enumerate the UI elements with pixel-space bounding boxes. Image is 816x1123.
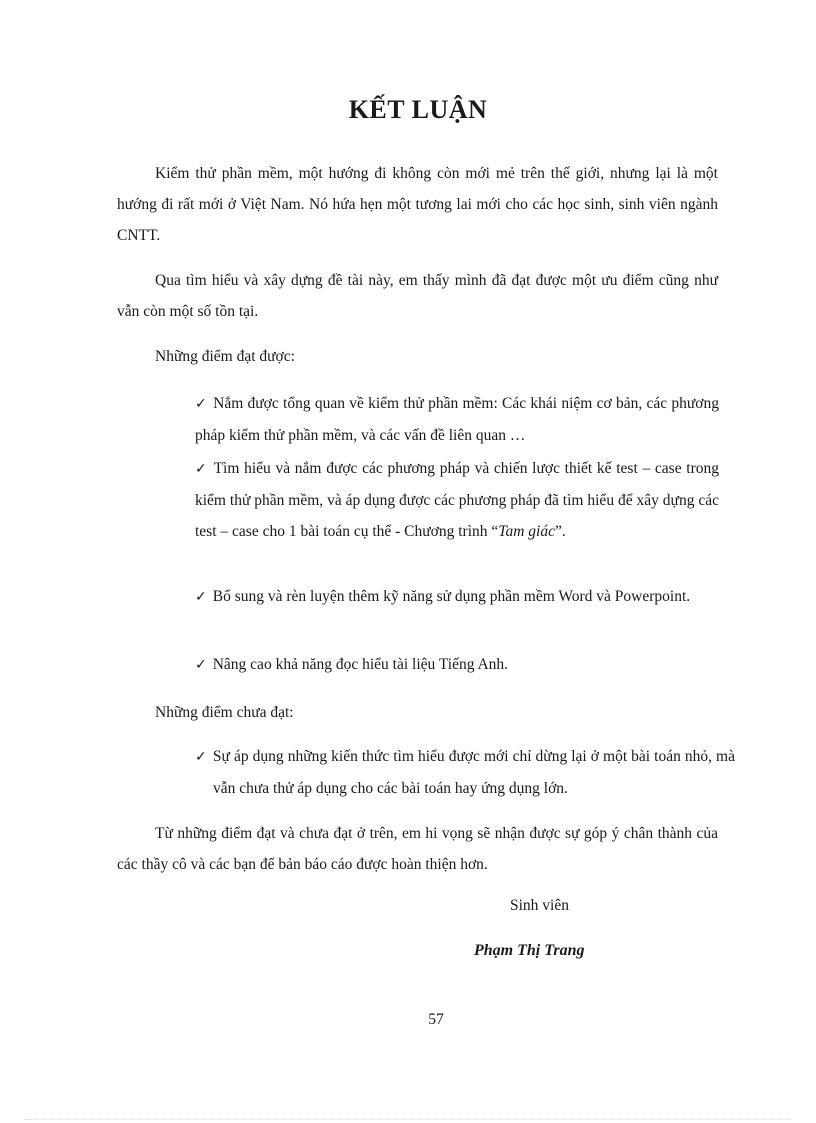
list-item-text: Nắm được tổng quan về kiểm thử phần mềm: Các khái niệm cơ bản, các phương pháp kiểm thử phần mềm, và các vấn đề liên quan … (195, 395, 719, 444)
page-bottom-divider (24, 1119, 792, 1120)
list-item-text: Bổ sung và rèn luyện thêm kỹ năng sử dụng phần mềm Word và Powerpoint. (212, 588, 691, 605)
list-item-text: Tìm hiểu và nắm được các phương pháp và chiến lược thiết kế test – case trong kiểm thử phần mềm, và áp dụng được các phương pháp đã tìm hiểu để xây dựng các test – case cho 1 bài toán cụ thể - Chương trình (195, 460, 719, 540)
list-item (195, 581, 719, 613)
list-item (195, 649, 719, 681)
quote-close: ”. (554, 523, 566, 540)
list-item (195, 741, 735, 804)
signer-name: Phạm Thị Trang (474, 942, 585, 959)
list-item (195, 453, 719, 547)
list-item (195, 388, 719, 451)
list-item-text: Sự áp dụng những kiến thức tìm hiểu được mới chỉ dừng lại ở một bài toán nhỏ, mà vẫn chưa thử áp dụng cho các bài toán hay ứng dụng lớn. (212, 748, 735, 797)
program-name: Tam giác (498, 523, 555, 540)
intro-paragraph: Kiểm thử phần mềm, một hướng đi không còn mới mẻ trên thế giới, nhưng lại là một hướng đi rất mới ở Việt Nam. Nó hứa hẹn một tương lai mới cho các học sinh, sinh viên ngành CNTT. (117, 165, 718, 244)
page-number: 57 (428, 1011, 444, 1028)
quote-open: “ (491, 523, 499, 540)
signer-role: Sinh viên (510, 897, 569, 914)
checkmark-icon: ✓ (195, 461, 208, 477)
checkmark-icon: ✓ (195, 657, 207, 673)
checkmark-icon: ✓ (195, 589, 207, 605)
not-achieved-heading: Những điểm chưa đạt: (155, 704, 294, 721)
list-item-text: Nâng cao khả năng đọc hiểu tài liệu Tiếng Anh. (212, 656, 509, 673)
study-paragraph: Qua tìm hiểu và xây dựng đề tài này, em thấy mình đã đạt được một ưu điểm cũng như vẫn còn một số tồn tại. (117, 272, 718, 320)
closing-paragraph: Từ những điểm đạt và chưa đạt ở trên, em hi vọng sẽ nhận được sự góp ý chân thành của các thầy cô và các bạn để bản báo cáo được hoàn thiện hơn. (117, 825, 718, 873)
page-title: KẾT LUẬN (348, 95, 488, 124)
achieved-heading: Những điểm đạt được: (155, 348, 295, 365)
checkmark-icon: ✓ (195, 396, 208, 412)
checkmark-icon: ✓ (195, 749, 207, 765)
